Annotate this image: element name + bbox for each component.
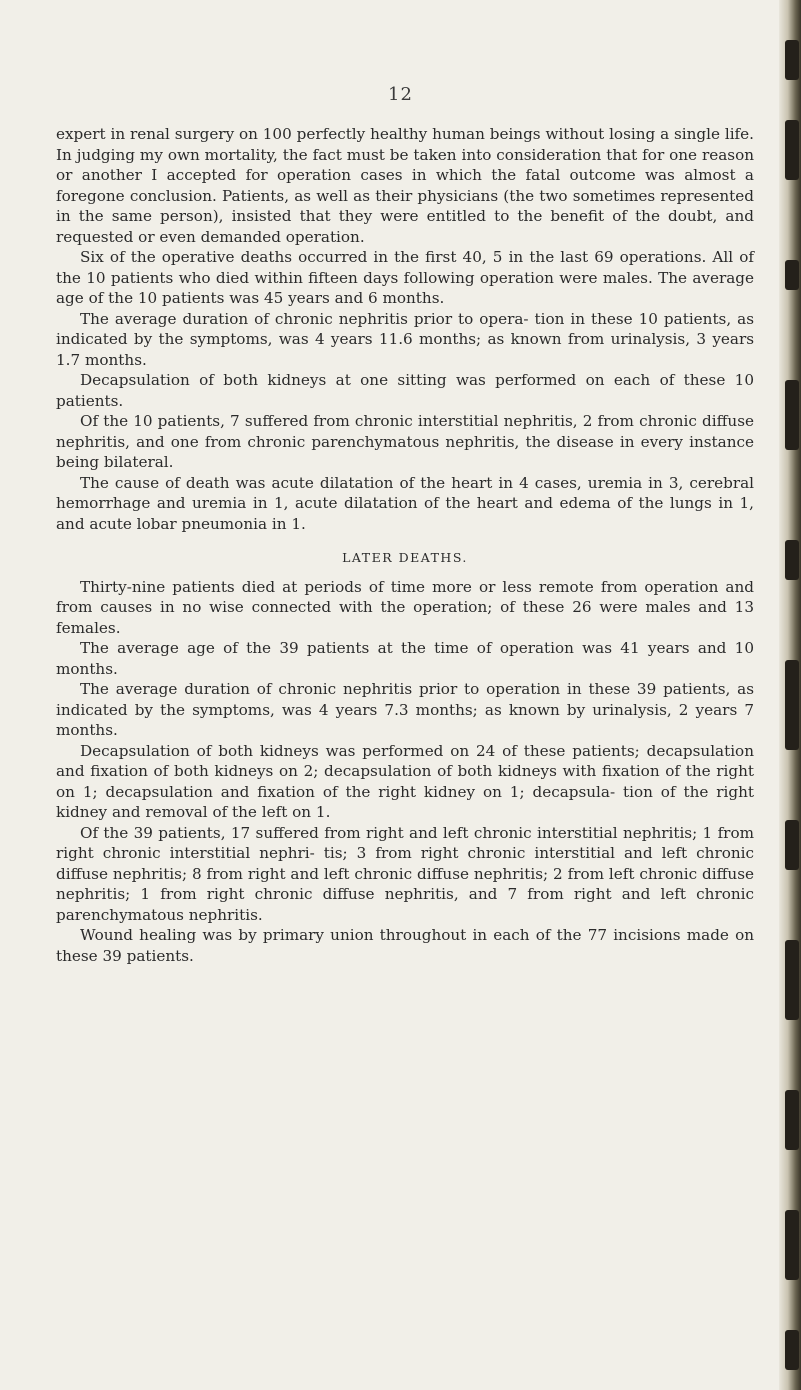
paragraph: Thirty-nine patients died at periods of time more or less remote from operation and from causes in no wise connected with the operation; of these 26 were males and 13 females.: [56, 577, 754, 637]
paragraph: Decapsulation of both kidneys at one sitting was performed on each of these 10 patients.: [56, 371, 754, 410]
paragraph: Of the 39 patients, 17 suffered from right and left chronic interstitial nephritis; 1 from right chronic interstitial nephri- tis; 3 from right chronic interstitial and left chronic diffuse nephritis; 8 from right and left chronic diffuse nephritis; 2 from left chronic diffuse nephritis; 1 from right chronic diffuse nephritis, and 7 from right and left chronic parenchymatous nephritis.: [56, 823, 754, 924]
paragraph: Six of the operative deaths occurred in the first 40, 5 in the last 69 operations. All of the 10 patients who died within fifteen days following operation were males. The average age of the 10 patients was 45 years and 6 months.: [56, 248, 754, 307]
paragraph: The cause of death was acute dilatation of the heart in 4 cases, uremia in 3, cerebral hemorrhage and uremia in 1, acute dilatation of the heart and edema of the lungs in 1, and acute lobar pneumonia in 1.: [56, 473, 754, 533]
paragraph: The average duration of chronic nephritis prior to opera- tion in these 10 patients, as indicated by the symptoms, was 4 years 11.6 months; as known from urinalysis, 3 years 1.7 months.: [56, 309, 754, 369]
paragraph: expert in renal surgery on 100 perfectly healthy human beings without losing a single life. In judging my own mortality, the fact must be taken into consideration that for one reason or another I accepted for operation cases in which the fatal outcome was almost a foregone conclusion. Patients, as well as their physicians (the two sometimes represented in the same person), insisted that they were entitled to the benefit of the doubt, and requested or even demanded operation.: [56, 125, 754, 246]
paragraph: Decapsulation of both kidneys was performed on 24 of these patients; decapsulation and fixation of both kidneys on 2; decapsulation of both kidneys with fixation of the right on 1; decapsulation and fixation of the right kidney on 1; decapsula- tion of the right kidney and removal of the left on 1.: [56, 741, 754, 821]
paragraph: Of the 10 patients, 7 suffered from chronic interstitial nephritis, 2 from chronic diffuse nephritis, and one from chronic parenchymatous nephritis, the disease in every instance being bilateral.: [56, 412, 754, 471]
page-number: 12: [388, 84, 413, 105]
page-binding-edge: [779, 0, 801, 1390]
paragraph: The average age of the 39 patients at the time of operation was 41 years and 10 months.: [56, 639, 754, 678]
paragraph: The average duration of chronic nephritis prior to operation in these 39 patients, as indicated by the symptoms, was 4 years 7.3 months; as known by urinalysis, 2 years 7 months.: [56, 680, 754, 739]
section-heading: LATER DEATHS.: [342, 550, 468, 565]
body-text: [56, 124, 754, 966]
paragraph: Wound healing was by primary union throughout in each of the 77 incisions made on these 39 patients.: [56, 926, 754, 965]
